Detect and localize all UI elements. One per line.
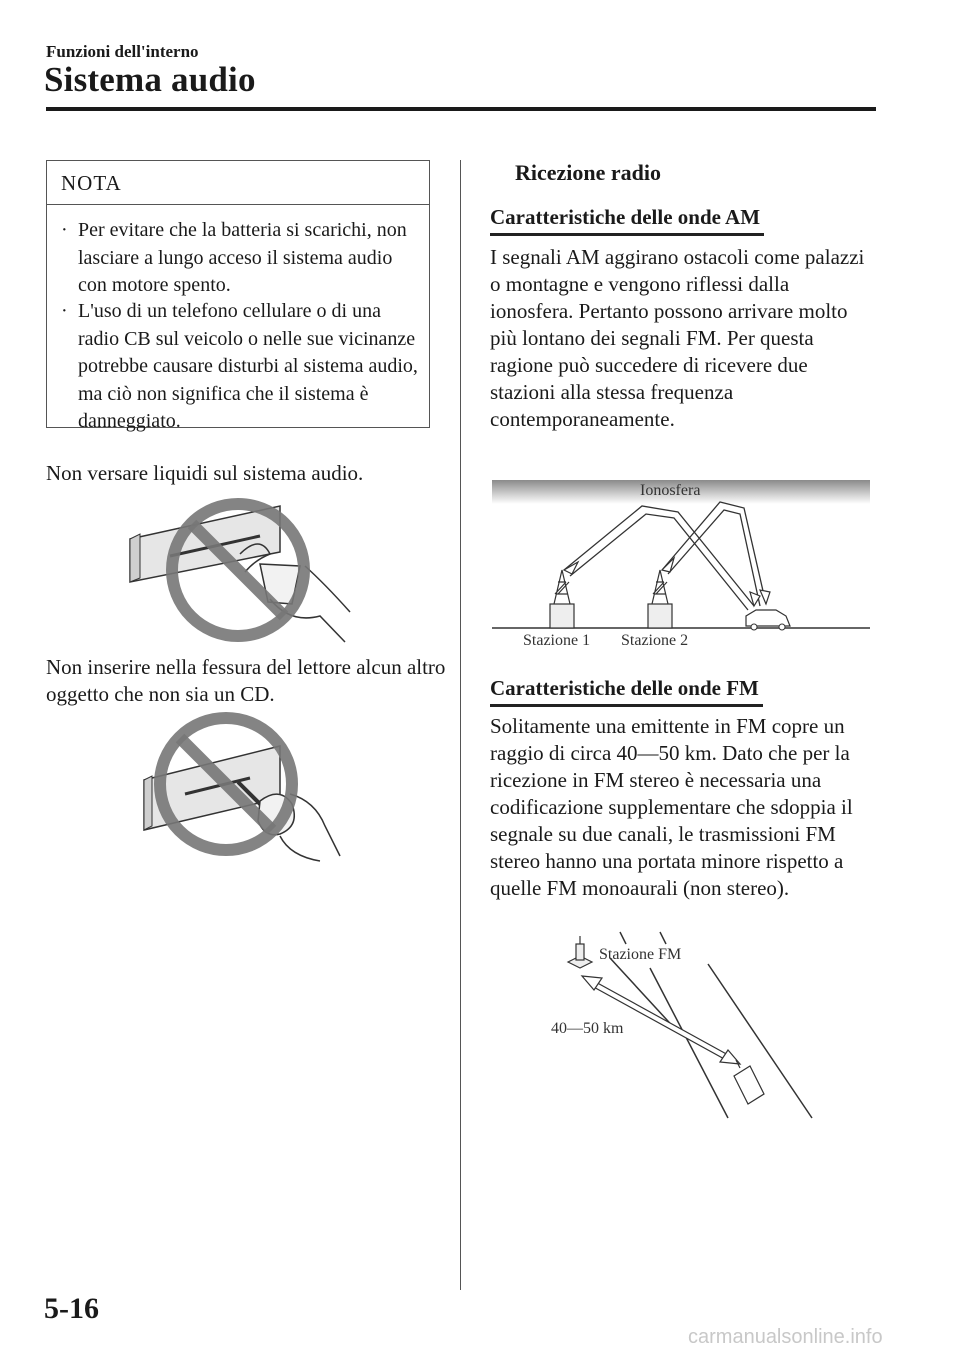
fm-text: Solitamente una emittente in FM copre un raggio di circa 40―50 km. Dato che per la ricezione in FM stereo è necessaria una codificazione supplementare che sdoppia il segnale su due canali, le trasmissioni FM stereo hanno una portata minore rispetto a quelle FM monoaurali (non stereo).	[490, 714, 853, 900]
radio-reception-heading: Ricezione radio	[515, 160, 662, 185]
page-title: Sistema audio	[44, 60, 256, 99]
nota-item-1	[61, 217, 425, 300]
fm-station-label: Stazione FM	[599, 946, 682, 963]
nota-item-2	[61, 298, 425, 436]
fm-range-label: 40―50 km	[551, 1020, 624, 1037]
title-rule	[46, 107, 876, 111]
bullet-icon: ·	[61, 219, 68, 241]
nota-header	[47, 161, 429, 205]
station-2-label: Stazione 2	[621, 632, 689, 649]
am-waves-diagram	[492, 478, 872, 656]
fm-heading: Caratteristiche delle onde FM	[490, 676, 759, 704]
bullet-icon: ·	[61, 300, 68, 322]
warning-liquids-text: Non versare liquidi sul sistema audio.	[46, 461, 364, 485]
watermark: carmanualsonline.info	[688, 1326, 883, 1348]
section-label: Funzioni dell'interno	[46, 42, 199, 61]
am-text: I segnali AM aggirano ostacoli come palazzi o montagne e vengono riflessi dalla ionosfera. Pertanto possono arrivare molto più lontano dei segnali FM. Per questa ragione può succedere di ricevere due stazioni alla stessa frequenza contemporaneamente.	[490, 245, 865, 431]
nota-box	[46, 160, 430, 432]
station-1-label: Stazione 1	[523, 632, 591, 649]
am-heading: Caratteristiche delle onde AM	[490, 205, 760, 233]
ionosphere-label: Ionosfera	[640, 482, 701, 499]
column-divider	[460, 160, 461, 1290]
no-objects-illustration	[130, 706, 350, 866]
nota-item-text: Per evitare che la batteria si scarichi, non lasciare a lungo acceso il sistema audio con motore spento.	[78, 219, 407, 296]
nota-title: NOTA	[61, 171, 122, 195]
warning-objects-text: Non inserire nella fessura del lettore alcun altro oggetto che non sia un CD.	[46, 655, 446, 706]
nota-item-text: L'uso di un telefono cellulare o di una radio CB sul veicolo o nelle sue vicinanze potrebbe causare disturbi al sistema audio, ma ciò non significa che il sistema è danneggiato.	[78, 300, 418, 432]
no-liquids-illustration	[120, 494, 360, 646]
page-number: 5-16	[44, 1292, 99, 1325]
